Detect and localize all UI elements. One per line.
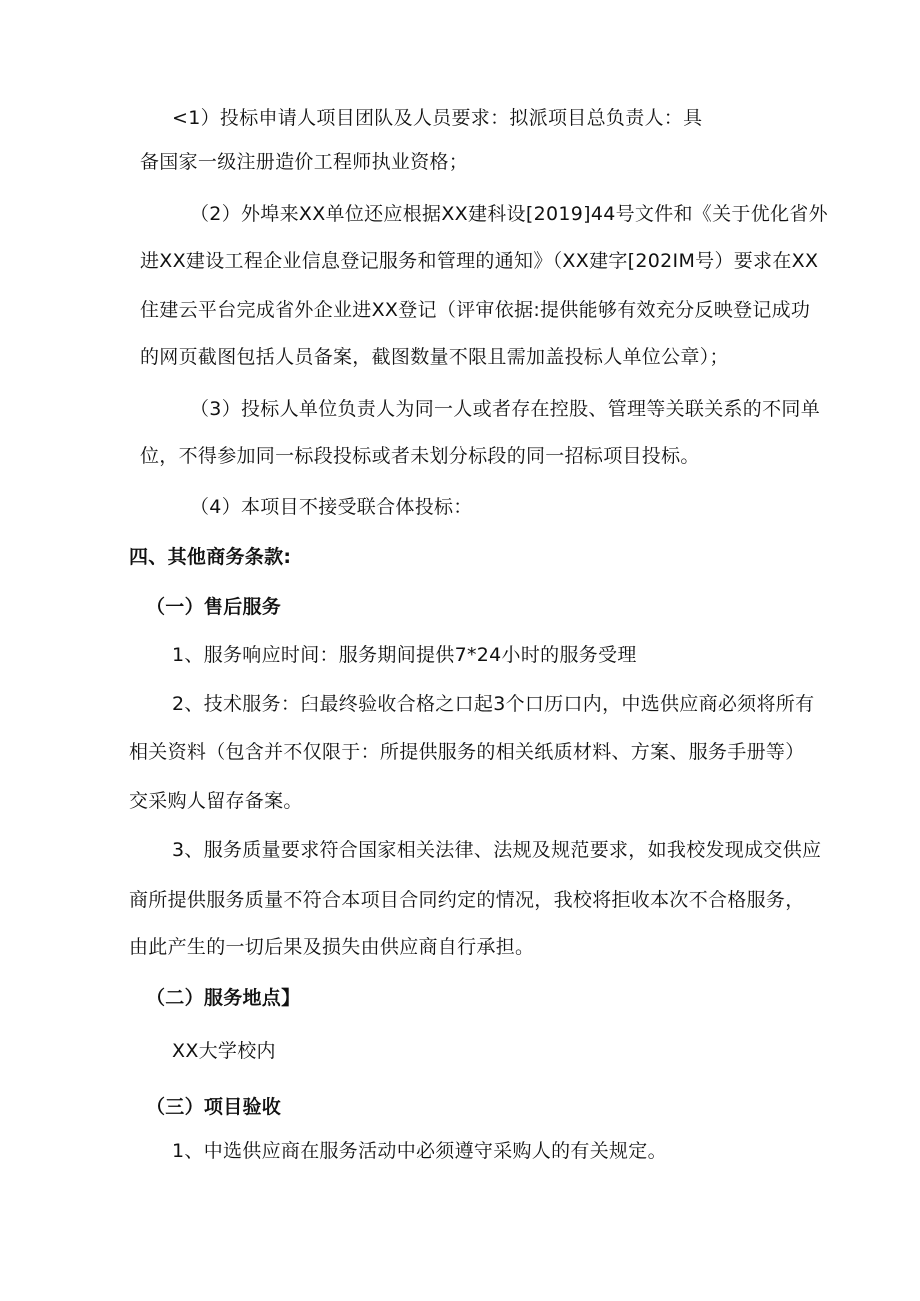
no-consortium-line: （4）本项目不接受联合体投标： bbox=[190, 496, 473, 518]
out-of-province-line-4: 的网页截图包括人员备案，截图数量不限且需加盖投标人单位公章）； bbox=[140, 346, 729, 368]
service-location-value: XX大学校内 bbox=[172, 1040, 276, 1062]
response-time-line: 1、服务响应时间：服务期间提供7*24小时的服务受理 bbox=[172, 644, 637, 666]
related-party-line-2: 位，不得参加同一标段投标或者未划分标段的同一招标项目投标。 bbox=[140, 445, 700, 467]
related-party-line-1: （3）投标人单位负责人为同一人或者存在控股、管理等关联关系的不同单 bbox=[190, 398, 820, 420]
out-of-province-line-3: 住建云平台完成省外企业进XX登记（评审依据:提供能够有效充分反映登记成功 bbox=[140, 299, 811, 321]
team-requirement-line-1: <1）投标申请人项目团队及人员要求：拟派项目总负责人：具 bbox=[172, 107, 703, 129]
section-heading-other-terms: 四、其他商务条款: bbox=[129, 546, 292, 568]
subheading-after-sales: （一）售后服务 bbox=[146, 596, 282, 618]
out-of-province-line-2: 进XX建设工程企业信息登记服务和管理的通知》（XX建字[202IM号）要求在XX bbox=[140, 250, 819, 272]
team-requirement-line-2: 备国家一级注册造价工程师执业资格； bbox=[140, 151, 469, 173]
subheading-acceptance: （三）项目验收 bbox=[146, 1096, 282, 1118]
acceptance-line-1: 1、中选供应商在服务活动中必须遵守采购人的有关规定。 bbox=[172, 1140, 667, 1162]
quality-line-3: 由此产生的一切后果及损失由供应商自行承担。 bbox=[129, 936, 535, 958]
tech-service-line-2: 相关资料（包含并不仅限于：所提供服务的相关纸质材料、方案、服务手册等） bbox=[129, 741, 805, 763]
quality-line-2: 商所提供服务质量不符合本项目合同约定的情况，我校将拒收本次不合格服务， bbox=[129, 889, 805, 911]
tech-service-line-3: 交采购人留存备案。 bbox=[129, 790, 303, 812]
out-of-province-line-1: （2）外埠来XX单位还应根据XX建科设[2019]44号文件和《关于优化省外 bbox=[190, 203, 828, 225]
quality-line-1: 3、服务质量要求符合国家相关法律、法规及规范要求，如我校发现成交供应 bbox=[172, 839, 822, 861]
tech-service-line-1: 2、技术服务：臼最终验收合格之口起3个口历口内，中选供应商必须将所有 bbox=[172, 693, 815, 715]
subheading-service-location: （二）服务地点】 bbox=[146, 987, 301, 1009]
